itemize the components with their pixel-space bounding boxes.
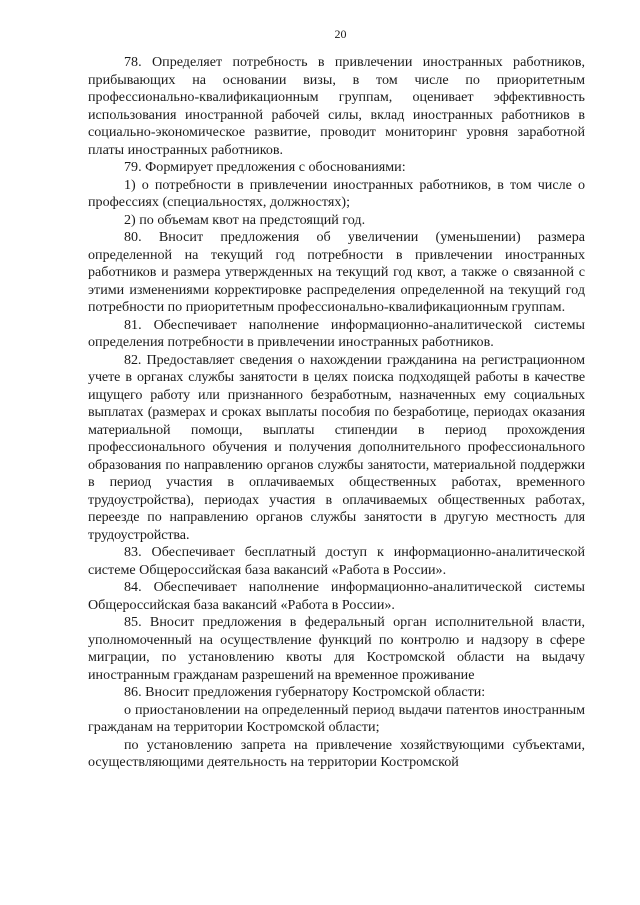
paragraph-78: 78. Определяет потребность в привлечении иностранных работников, прибывающих на основании визы, в том числе по приоритетным профессионально-квалификационным группам, оценивает эффективность использования иностранной рабочей силы, вклад иностранных работников в социально-экономическое развитие, проводит мониторинг уровня заработной платы иностранных работников. [88, 54, 585, 158]
paragraph-86-item-1: о приостановлении на определенный период выдачи патентов иностранным гражданам на территории Костромской области; [88, 701, 585, 735]
paragraph-81: 81. Обеспечивает наполнение информационно-аналитической системы определения потребности в привлечении иностранных работников. [88, 316, 585, 350]
page-number: 20 [334, 27, 347, 41]
paragraph-84: 84. Обеспечивает наполнение информационно-аналитической системы Общероссийская база вакансий «Работа в России». [88, 579, 585, 613]
paragraph-79: 79. Формирует предложения с обоснованиями: [124, 159, 406, 175]
paragraph-85: 85. Вносит предложения в федеральный орган исполнительной власти, уполномоченный на осуществление функций по контролю и надзору в сфере миграции, по установлению квоты для Костромской области на выдачу иностранным гражданам разрешений на временное проживание [88, 614, 585, 683]
paragraph-79-item-2: 2) по объемам квот на предстоящий год. [124, 211, 366, 228]
paragraph-86-item-2: по установлению запрета на привлечение хозяйствующими субъектами, осуществляющими деятельность на территории Костромской [88, 736, 585, 770]
paragraph-86: 86. Вносит предложения губернатору Костромской области: [124, 684, 486, 700]
paragraph-79-item-1: 1) о потребности в привлечении иностранных работников, в том числе о профессиях (специальностях, должностях); [88, 176, 585, 210]
document-body [88, 54, 585, 772]
paragraph-82: 82. Предоставляет сведения о нахождении гражданина на регистрационном учете в органах службы занятости в целях поиска подходящей работы в качестве ищущего работу или признанного безработным, назначенных ему социальных выплатах (размерах и сроках выплаты пособия по безработице, периодах оказания материальной помощи, выплаты стипендии в период прохождения профессионального обучения и получения дополнительного профессионального образования по направлению органов службы занятости, материальной поддержки в период участия в оплачиваемых общественных работах, временного трудоустройства), периодах участия в оплачиваемых общественных работах, переезде по направлению органов службы занятости в другую местность для трудоустройства. [88, 351, 585, 543]
paragraph-83: 83. Обеспечивает бесплатный доступ к информационно-аналитической системе Общероссийская база вакансий «Работа в России». [88, 544, 585, 578]
paragraph-80: 80. Вносит предложения об увеличении (уменьшении) размера определенной на текущий год потребности в привлечении иностранных работников и размера утвержденных на текущий год квот, а также о связанной с этими изменениями корректировке распределения определенной на текущий год потребности по приоритетным профессионально-квалификационным группам. [88, 229, 585, 315]
